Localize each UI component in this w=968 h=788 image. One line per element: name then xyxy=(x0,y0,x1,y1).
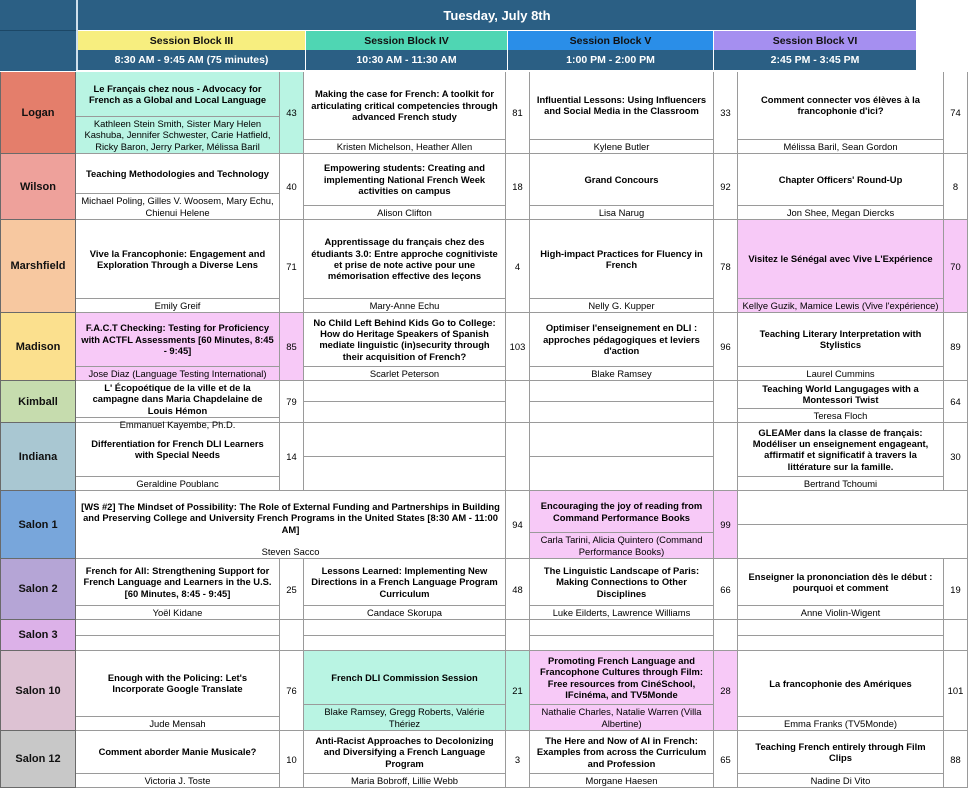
empty-number xyxy=(944,620,968,651)
session-number: 21 xyxy=(506,651,530,731)
session-title: No Child Left Behind Kids Go to College: How do Heritage Speakers of Spanish mediate linguistic (in)security through their acquisition of French? xyxy=(313,316,496,362)
session-title: Influential Lessons: Using Influencers and Social Media in the Classroom xyxy=(536,94,707,117)
session-cell[interactable] xyxy=(530,313,714,381)
session-presenters: Jude Mensah xyxy=(76,716,279,730)
session-title: Differentiation for French DLI Learners with Special Needs xyxy=(91,438,264,461)
session-number: 14 xyxy=(280,423,304,491)
session-number: 88 xyxy=(944,731,968,788)
empty-number xyxy=(714,381,738,423)
session-cell[interactable] xyxy=(304,72,506,154)
room-label: Salon 12 xyxy=(0,731,76,788)
room-label: Kimball xyxy=(0,381,76,423)
session-cell[interactable] xyxy=(738,423,944,491)
session-title: Le Français chez nous - Advocacy for French as a Global and Local Language xyxy=(88,82,267,106)
empty-cell xyxy=(76,620,280,651)
empty-number xyxy=(280,620,304,651)
workshop-title: [WS #2] The Mindset of Possibility: The Role of External Funding and Partnerships in Building and Preserving College and University French Programs in the United States [8:30 AM - 11:00 AM] xyxy=(81,500,500,535)
session-number: 3 xyxy=(506,731,530,788)
session-presenters: Mary-Anne Echu xyxy=(304,298,505,312)
workshop-cell[interactable] xyxy=(76,491,506,559)
session-title: French for All: Strengthening Support for French Language and Learners in the U.S. [60 Minutes, 8:45 - 9:45] xyxy=(83,564,272,599)
empty-cell xyxy=(530,381,714,423)
session-title: Vive la Francophonie: Engagement and Exploration Through a Diverse Lens xyxy=(89,247,266,270)
session-number: 96 xyxy=(714,313,738,381)
session-number: 66 xyxy=(714,559,738,620)
session-cell[interactable] xyxy=(76,651,280,731)
empty-cell xyxy=(738,491,968,559)
session-number: 76 xyxy=(280,651,304,731)
session-presenters: Bertrand Tchoumi xyxy=(738,476,943,490)
session-title: French DLI Commission Session xyxy=(331,672,478,684)
session-presenters: Kellye Guzik, Mamice Lewis (Vive l'expérience) xyxy=(738,298,943,312)
session-cell[interactable] xyxy=(530,154,714,220)
session-number: 10 xyxy=(280,731,304,788)
session-title: Encouraging the joy of reading from Command Performance Books xyxy=(540,500,703,523)
room-label: Wilson xyxy=(0,154,76,220)
session-title: Grand Concours xyxy=(584,173,659,185)
header-corner-lower xyxy=(0,30,76,71)
room-label: Salon 2 xyxy=(0,559,76,620)
session-cell[interactable] xyxy=(530,72,714,154)
session-cell[interactable] xyxy=(304,731,506,788)
session-presenters: Luke Eilderts, Lawrence Williams xyxy=(530,605,713,619)
session-number: 74 xyxy=(944,72,968,154)
session-presenters: Jose Diaz (Language Testing International) xyxy=(76,366,279,380)
session-cell[interactable] xyxy=(76,423,280,491)
session-presenters: Michael Poling, Gilles V. Woosem, Mary Echu, Chienui Helene xyxy=(76,193,279,219)
session-cell[interactable] xyxy=(76,731,280,788)
session-presenters: Kristen Michelson, Heather Allen xyxy=(304,139,505,153)
session-number: 71 xyxy=(280,220,304,313)
session-title: Teaching French entirely through Film Clips xyxy=(755,740,926,763)
session-title: La francophonie des Amériques xyxy=(769,677,912,689)
session-cell[interactable] xyxy=(304,651,506,731)
session-number: 81 xyxy=(506,72,530,154)
empty-cell xyxy=(304,423,506,491)
session-title: Enough with the Policing: Let's Incorporate Google Translate xyxy=(107,672,248,695)
empty-number xyxy=(714,620,738,651)
session-presenters: Carla Tarini, Alicia Quintero (Command Performance Books) xyxy=(530,532,713,558)
session-title: Teaching Literary Interpretation with Stylistics xyxy=(759,328,922,351)
session-cell[interactable] xyxy=(738,72,944,154)
session-number: 70 xyxy=(944,220,968,313)
empty-number xyxy=(714,423,738,491)
block-5-time: 1:00 PM - 2:00 PM xyxy=(508,50,714,70)
block-4-time: 10:30 AM - 11:30 AM xyxy=(306,50,508,70)
session-number: 92 xyxy=(714,154,738,220)
session-title: L' Écopoétique de la ville et de la campagne dans Maria Chapdelaine de Louis Hémon xyxy=(92,382,263,416)
session-presenters: Anne Violin-Wigent xyxy=(738,605,943,619)
session-number: 33 xyxy=(714,72,738,154)
session-number: 78 xyxy=(714,220,738,313)
session-presenters: Morgane Haesen xyxy=(530,773,713,787)
session-title: Teaching Methodologies and Technology xyxy=(86,168,269,180)
block-4-label: Session Block IV xyxy=(306,31,508,50)
session-title: F.A.C.T Checking: Testing for Proficiency with ACTFL Assessments [60 Minutes, 8:45 - 9:45] xyxy=(81,322,274,356)
session-presenters: Yoël Kidane xyxy=(76,605,279,619)
session-number: 89 xyxy=(944,313,968,381)
session-cell[interactable] xyxy=(304,313,506,381)
room-label: Salon 3 xyxy=(0,620,76,651)
session-title: Comment connecter vos élèves à la francophonie d'ici? xyxy=(761,94,920,117)
session-title: Chapter Officers' Round-Up xyxy=(778,173,903,185)
session-presenters: Laurel Cummins xyxy=(738,366,943,380)
session-cell[interactable] xyxy=(304,559,506,620)
session-presenters: Emma Franks (TV5Monde) xyxy=(738,716,943,730)
session-number: 43 xyxy=(280,72,304,154)
empty-number xyxy=(506,381,530,423)
session-title: Optimiser l'enseignement en DLI : approches pédagogiques et leviers d'action xyxy=(543,322,700,356)
session-number: 30 xyxy=(944,423,968,491)
session-number: 99 xyxy=(714,491,738,559)
session-presenters: Nadine Di Vito xyxy=(738,773,943,787)
block-3-time: 8:30 AM - 9:45 AM (75 minutes) xyxy=(78,50,306,70)
session-title: High-impact Practices for Fluency in French xyxy=(540,247,703,270)
session-presenters: Teresa Floch xyxy=(738,408,943,422)
session-presenters: Candace Skorupa xyxy=(304,605,505,619)
session-presenters: Nathalie Charles, Natalie Warren (Villa Albertine) xyxy=(530,704,713,730)
session-number: 19 xyxy=(944,559,968,620)
session-presenters: Geraldine Poublanc xyxy=(76,476,279,490)
session-cell[interactable] xyxy=(738,220,944,313)
session-number: 40 xyxy=(280,154,304,220)
session-title: Making the case for French: A toolkit for articulating critical competencies through advanced French study xyxy=(311,88,498,122)
session-presenters: Jon Shee, Megan Diercks xyxy=(738,205,943,219)
session-number: 48 xyxy=(506,559,530,620)
session-presenters: Nelly G. Kupper xyxy=(530,298,713,312)
session-presenters: Emily Greif xyxy=(76,298,279,312)
session-number: 79 xyxy=(280,381,304,423)
session-cell[interactable] xyxy=(76,313,280,381)
empty-cell xyxy=(304,381,506,423)
session-presenters: Alison Clifton xyxy=(304,205,505,219)
session-presenters: Victoria J. Toste xyxy=(76,773,279,787)
schedule-grid xyxy=(0,72,964,788)
day-title: Tuesday, July 8th xyxy=(78,0,916,30)
session-number: 101 xyxy=(944,651,968,731)
session-cell[interactable] xyxy=(304,154,506,220)
block-3-label: Session Block III xyxy=(78,31,306,50)
session-number: 28 xyxy=(714,651,738,731)
session-title: Apprentissage du français chez des étudiants 3.0: Entre approche cognitiviste et prise de note active pour une mémorisation effective des leçons xyxy=(311,236,498,282)
room-label: Salon 10 xyxy=(0,651,76,731)
session-cell[interactable] xyxy=(738,381,944,423)
session-title: Visitez le Sénégal avec Vive L'Expérience xyxy=(748,253,933,265)
empty-cell xyxy=(304,620,506,651)
session-number: 64 xyxy=(944,381,968,423)
session-number: 103 xyxy=(506,313,530,381)
session-cell[interactable] xyxy=(530,731,714,788)
session-title: Anti-Racist Approaches to Decolonizing and Diversifying a French Language Program xyxy=(315,734,494,769)
session-cell[interactable] xyxy=(530,651,714,731)
session-presenters: Emmanuel Kayembe, Ph.D. xyxy=(76,417,279,431)
session-cell[interactable] xyxy=(738,731,944,788)
workshop-presenters: Steven Sacco xyxy=(261,545,320,557)
session-cell[interactable] xyxy=(738,651,944,731)
session-cell[interactable] xyxy=(76,381,280,430)
room-label: Marshfield xyxy=(0,220,76,313)
room-label: Madison xyxy=(0,313,76,381)
session-presenters: Mélissa Baril, Sean Gordon xyxy=(738,139,943,153)
session-title: Enseigner la prononciation dès le début : pourquoi et comment xyxy=(748,570,933,593)
room-label: Indiana xyxy=(0,423,76,491)
block-6-time: 2:45 PM - 3:45 PM xyxy=(714,50,916,70)
session-title: Comment aborder Manie Musicale? xyxy=(98,746,257,758)
room-label: Salon 1 xyxy=(0,491,76,559)
session-number: 85 xyxy=(280,313,304,381)
session-title: Empowering students: Creating and implementing National French Week activities on campus xyxy=(323,162,486,196)
session-presenters: Maria Bobroff, Lillie Webb xyxy=(304,773,505,787)
session-number: 25 xyxy=(280,559,304,620)
session-presenters: Scarlet Peterson xyxy=(304,366,505,380)
session-number: 4 xyxy=(506,220,530,313)
session-cell[interactable] xyxy=(530,559,714,620)
session-cell[interactable] xyxy=(738,313,944,381)
session-cell[interactable] xyxy=(76,72,280,154)
empty-number xyxy=(506,620,530,651)
block-5-label: Session Block V xyxy=(508,31,714,50)
empty-cell xyxy=(530,423,714,491)
workshop-number: 94 xyxy=(506,491,530,559)
empty-cell xyxy=(530,620,714,651)
session-title: GLEAMer dans la classe de français: Modéliser un enseignement engageant, affirmatif et significatif à travers la littérature sur la famille. xyxy=(752,426,929,472)
session-presenters: Lisa Narug xyxy=(530,205,713,219)
session-cell[interactable] xyxy=(76,154,280,220)
session-cell[interactable] xyxy=(76,559,280,620)
session-cell[interactable] xyxy=(738,559,944,620)
session-number: 8 xyxy=(944,154,968,220)
room-label: Logan xyxy=(0,72,76,154)
session-presenters: Blake Ramsey xyxy=(530,366,713,380)
session-title: Lessons Learned: Implementing New Directions in a French Language Program Curriculum xyxy=(311,564,498,599)
session-title: The Here and Now of AI in French: Examples from across the Curriculum and Profession xyxy=(536,734,707,769)
session-number: 18 xyxy=(506,154,530,220)
session-cell[interactable] xyxy=(530,220,714,313)
session-cell[interactable] xyxy=(738,154,944,220)
empty-number xyxy=(506,423,530,491)
session-title: Teaching World Langugages with a Montessori Twist xyxy=(762,383,919,406)
session-cell[interactable] xyxy=(304,220,506,313)
session-cell[interactable] xyxy=(76,220,280,313)
session-title: Promoting French Language and Francophone Cultures through Film: Free resources from CinéSchool, IFcinéma, and TV5Monde xyxy=(539,655,703,700)
session-presenters: Kathleen Stein Smith, Sister Mary Helen Kashuba, Jennifer Schwester, Carie Hatfield, Ricky Baron, Jerry Parker, Mélissa Baril xyxy=(76,116,279,153)
session-presenters: Kylene Butler xyxy=(530,139,713,153)
session-cell[interactable] xyxy=(530,491,714,559)
session-presenters: Blake Ramsey, Gregg Roberts, Valérie Thériez xyxy=(304,704,505,730)
block-6-label: Session Block VI xyxy=(714,31,916,50)
empty-cell xyxy=(738,620,944,651)
session-number: 65 xyxy=(714,731,738,788)
session-title: The Linguistic Landscape of Paris: Making Connections to Other Disciplines xyxy=(543,564,700,599)
